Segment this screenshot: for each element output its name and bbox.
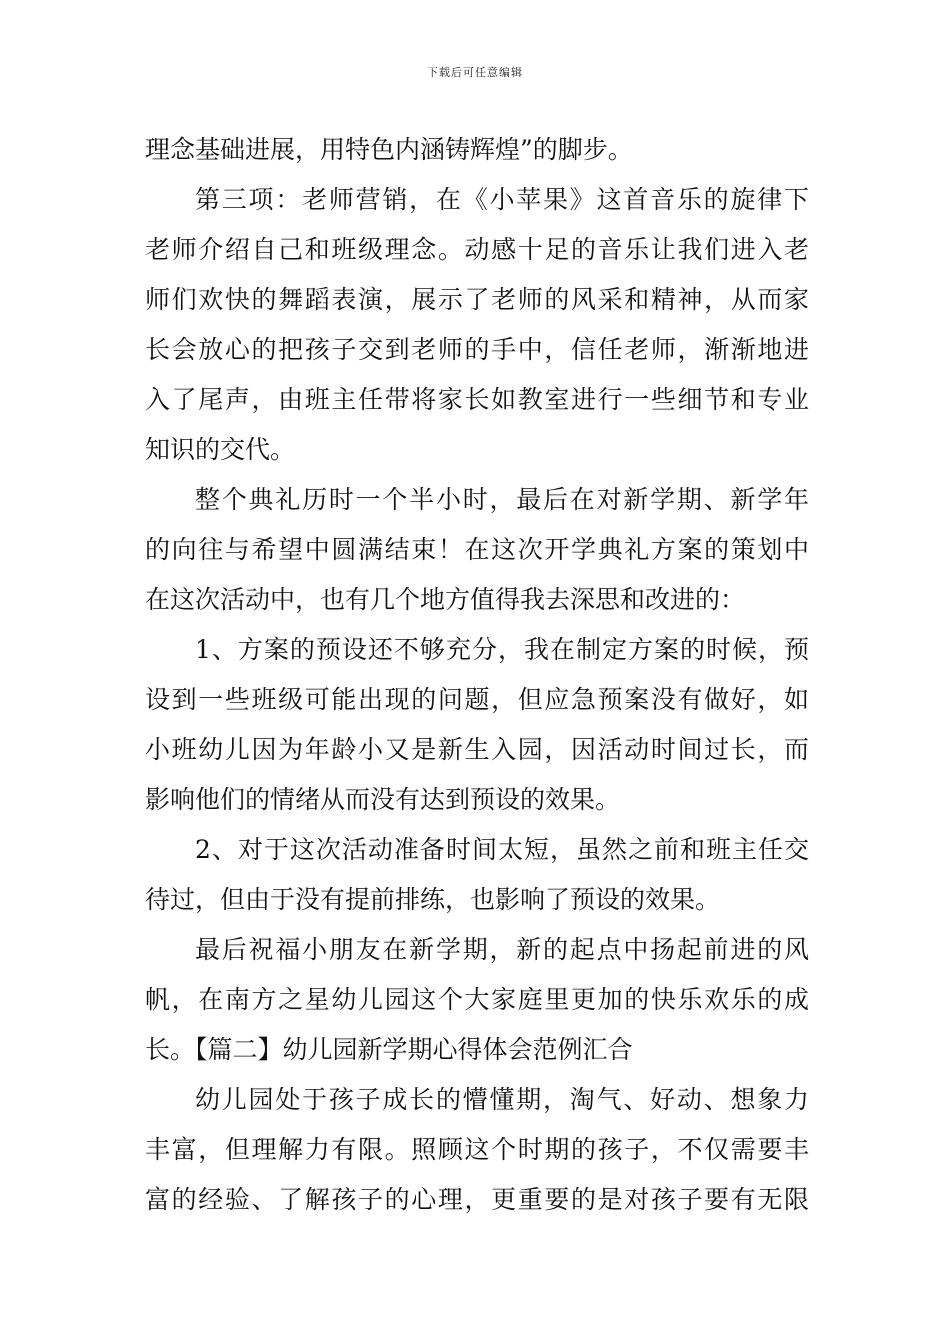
text-line: 富的经验、了解孩子的心理，更重要的是对孩子要有无限 xyxy=(145,1185,809,1214)
text-line: 2、对于这次活动准备时间太短，虽然之前和班主任交 xyxy=(195,835,809,864)
page-header: 下载后可任意编辑 xyxy=(427,66,523,79)
text-line: 设到一些班级可能出现的问题，但应急预案没有做好，如 xyxy=(145,685,809,714)
text-line: 师们欢快的舞蹈表演，展示了老师的风采和精神，从而家 xyxy=(145,285,809,314)
text-line: 丰富，但理解力有限。照顾这个时期的孩子，不仅需要丰 xyxy=(145,1135,809,1164)
text-line: 小班幼儿因为年龄小又是新生入园，因活动时间过长，而 xyxy=(145,735,809,764)
text-line: 长会放心的把孩子交到老师的手中，信任老师，渐渐地进 xyxy=(145,335,809,364)
text-line: 老师介绍自己和班级理念。动感十足的音乐让我们进入老 xyxy=(145,235,809,264)
text-line: 整个典礼历时一个半小时，最后在对新学期、新学年 xyxy=(195,485,809,514)
document-body xyxy=(145,125,809,1225)
text-line: 入了尾声，由班主任带将家长如教室进行一些细节和专业 xyxy=(145,385,809,414)
text-line: 1、方案的预设还不够充分，我在制定方案的时候，预 xyxy=(195,635,809,664)
text-line: 幼儿园处于孩子成长的懵懂期，淘气、好动、想象力 xyxy=(195,1085,809,1114)
text-line: 最后祝福小朋友在新学期，新的起点中扬起前进的风 xyxy=(195,935,809,964)
text-line: 影响他们的情绪从而没有达到预设的效果。 xyxy=(145,785,621,814)
text-line: 理念基础进展，用特色内涵铸辉煌”的脚步。 xyxy=(145,135,633,164)
text-line: 帆，在南方之星幼儿园这个大家庭里更加的快乐欢乐的成 xyxy=(145,985,809,1014)
text-line: 的向往与希望中圆满结束！在这次开学典礼方案的策划中 xyxy=(145,535,809,564)
text-line: 长。【篇二】幼儿园新学期心得体会范例汇合 xyxy=(145,1035,633,1064)
text-line: 待过，但由于没有提前排练，也影响了预设的效果。 xyxy=(145,885,721,914)
text-line: 在这次活动中，也有几个地方值得我去深思和改进的： xyxy=(145,585,746,614)
text-line: 知识的交代。 xyxy=(145,435,296,464)
text-line: 第三项：老师营销，在《小苹果》这首音乐的旋律下 xyxy=(195,185,809,214)
